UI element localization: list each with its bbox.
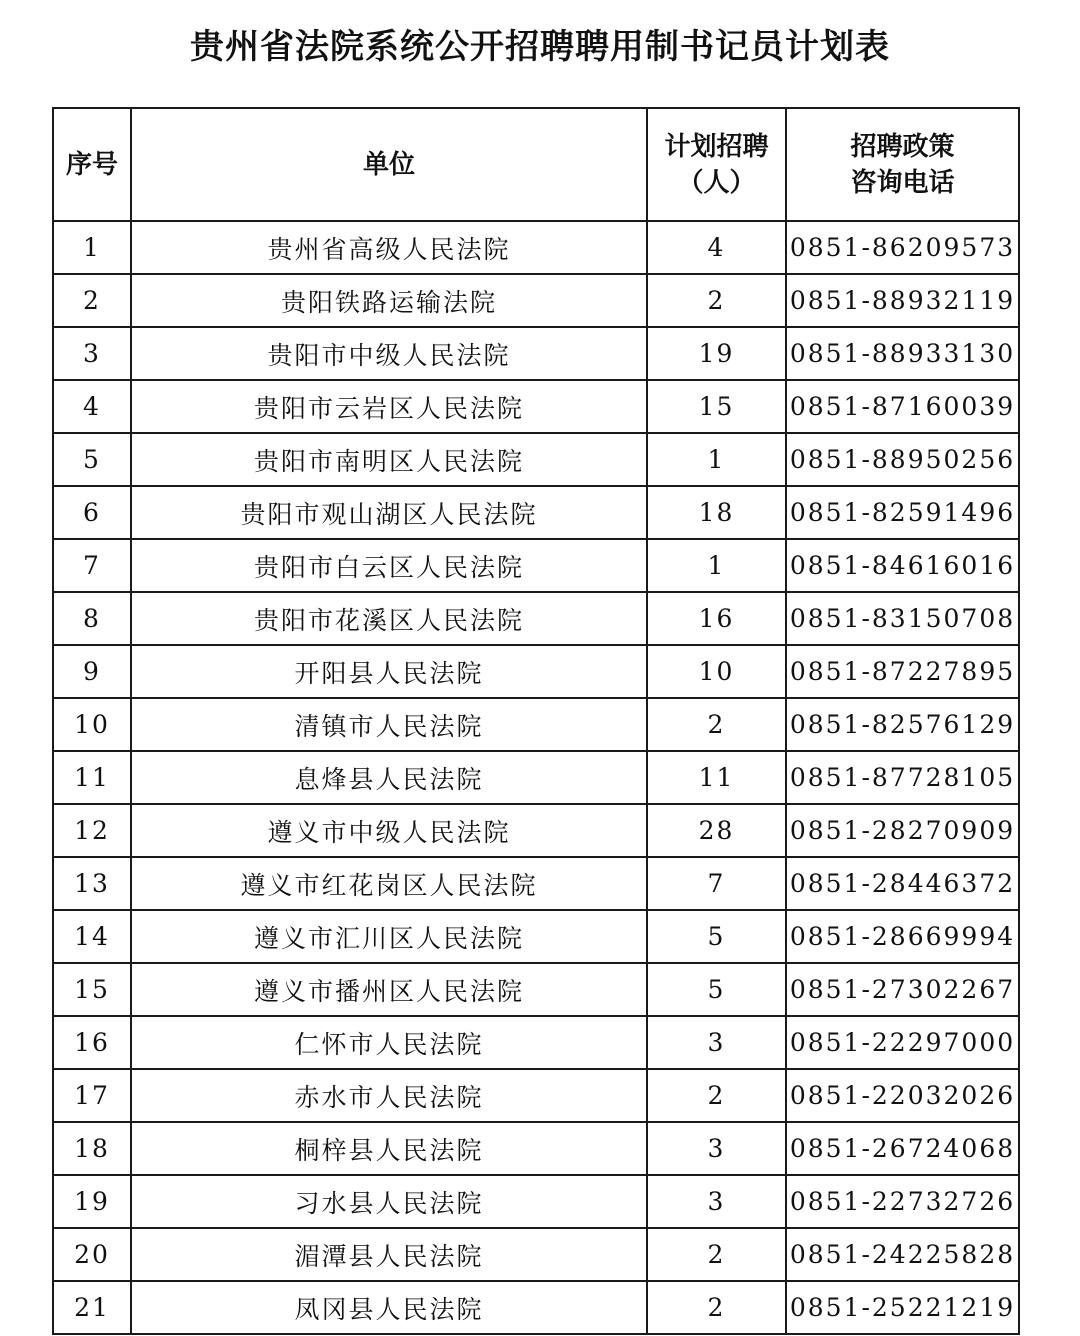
table-row xyxy=(53,592,1019,645)
row-unit-cell: 遵义市播州区人民法院 xyxy=(131,963,647,1016)
row-plan-cell: 10 xyxy=(647,645,786,698)
row-unit-cell: 遵义市中级人民法院 xyxy=(131,804,647,857)
row-phone-cell: 0851-82591496 xyxy=(786,486,1019,539)
row-seq-cell: 16 xyxy=(53,1016,131,1069)
row-seq-cell: 9 xyxy=(53,645,131,698)
row-unit-cell: 贵阳市南明区人民法院 xyxy=(131,433,647,486)
row-plan-cell: 5 xyxy=(647,910,786,963)
row-plan-cell: 15 xyxy=(647,380,786,433)
row-seq-cell: 15 xyxy=(53,963,131,1016)
row-unit-cell: 湄潭县人民法院 xyxy=(131,1228,647,1281)
row-seq-cell: 4 xyxy=(53,380,131,433)
row-plan-cell: 11 xyxy=(647,751,786,804)
table-row xyxy=(53,1175,1019,1228)
row-plan-cell: 28 xyxy=(647,804,786,857)
row-phone-cell: 0851-25221219 xyxy=(786,1281,1019,1334)
table-row xyxy=(53,645,1019,698)
header-plan-line1: 计划招聘 xyxy=(664,131,769,162)
header-contact-line1: 招聘政策 xyxy=(850,131,955,162)
row-unit-cell: 凤冈县人民法院 xyxy=(131,1281,647,1334)
row-unit-cell: 赤水市人民法院 xyxy=(131,1069,647,1122)
table-row xyxy=(53,327,1019,380)
page-title: 贵州省法院系统公开招聘聘用制书记员计划表 xyxy=(190,27,890,67)
row-plan-cell: 3 xyxy=(647,1175,786,1228)
row-seq-cell: 5 xyxy=(53,433,131,486)
recruitment-plan-table xyxy=(52,107,1020,1335)
row-phone-cell: 0851-88950256 xyxy=(786,433,1019,486)
row-phone-cell: 0851-22032026 xyxy=(786,1069,1019,1122)
row-unit-cell: 习水县人民法院 xyxy=(131,1175,647,1228)
row-seq-cell: 18 xyxy=(53,1122,131,1175)
table-row xyxy=(53,857,1019,910)
row-phone-cell: 0851-87160039 xyxy=(786,380,1019,433)
row-unit-cell: 贵阳市观山湖区人民法院 xyxy=(131,486,647,539)
table-row xyxy=(53,1016,1019,1069)
row-plan-cell: 2 xyxy=(647,1281,786,1334)
row-plan-cell: 2 xyxy=(647,698,786,751)
row-phone-cell: 0851-28270909 xyxy=(786,804,1019,857)
row-seq-cell: 19 xyxy=(53,1175,131,1228)
row-unit-cell: 遵义市红花岗区人民法院 xyxy=(131,857,647,910)
table-row xyxy=(53,380,1019,433)
row-phone-cell: 0851-27302267 xyxy=(786,963,1019,1016)
header-contact xyxy=(786,108,1019,221)
table-row xyxy=(53,698,1019,751)
table-row xyxy=(53,963,1019,1016)
row-plan-cell: 1 xyxy=(647,539,786,592)
row-seq-cell: 14 xyxy=(53,910,131,963)
header-contact-line2: 咨询电话 xyxy=(850,167,955,198)
row-plan-cell: 19 xyxy=(647,327,786,380)
table-row xyxy=(53,1069,1019,1122)
table-row xyxy=(53,804,1019,857)
row-unit-cell: 贵阳市中级人民法院 xyxy=(131,327,647,380)
row-phone-cell: 0851-22297000 xyxy=(786,1016,1019,1069)
row-seq-cell: 13 xyxy=(53,857,131,910)
row-unit-cell: 清镇市人民法院 xyxy=(131,698,647,751)
row-seq-cell: 2 xyxy=(53,274,131,327)
header-seq: 序号 xyxy=(53,108,131,221)
row-phone-cell: 0851-84616016 xyxy=(786,539,1019,592)
row-plan-cell: 1 xyxy=(647,433,786,486)
row-unit-cell: 开阳县人民法院 xyxy=(131,645,647,698)
row-plan-cell: 4 xyxy=(647,221,786,274)
header-plan-line2: （人） xyxy=(677,167,756,198)
row-phone-cell: 0851-87227895 xyxy=(786,645,1019,698)
table-row xyxy=(53,433,1019,486)
row-plan-cell: 16 xyxy=(647,592,786,645)
row-unit-cell: 息烽县人民法院 xyxy=(131,751,647,804)
table-row xyxy=(53,274,1019,327)
row-phone-cell: 0851-82576129 xyxy=(786,698,1019,751)
table-row xyxy=(53,221,1019,274)
row-seq-cell: 12 xyxy=(53,804,131,857)
row-seq-cell: 20 xyxy=(53,1228,131,1281)
row-phone-cell: 0851-22732726 xyxy=(786,1175,1019,1228)
row-plan-cell: 3 xyxy=(647,1016,786,1069)
table-row xyxy=(53,539,1019,592)
row-seq-cell: 11 xyxy=(53,751,131,804)
table-row xyxy=(53,1281,1019,1334)
row-seq-cell: 17 xyxy=(53,1069,131,1122)
table-row xyxy=(53,1228,1019,1281)
row-seq-cell: 21 xyxy=(53,1281,131,1334)
row-phone-cell: 0851-86209573 xyxy=(786,221,1019,274)
row-unit-cell: 贵阳铁路运输法院 xyxy=(131,274,647,327)
row-seq-cell: 6 xyxy=(53,486,131,539)
row-seq-cell: 7 xyxy=(53,539,131,592)
header-plan xyxy=(647,108,786,221)
row-phone-cell: 0851-83150708 xyxy=(786,592,1019,645)
row-plan-cell: 7 xyxy=(647,857,786,910)
row-unit-cell: 仁怀市人民法院 xyxy=(131,1016,647,1069)
row-unit-cell: 贵阳市白云区人民法院 xyxy=(131,539,647,592)
row-unit-cell: 贵阳市云岩区人民法院 xyxy=(131,380,647,433)
row-seq-cell: 3 xyxy=(53,327,131,380)
row-seq-cell: 10 xyxy=(53,698,131,751)
row-phone-cell: 0851-87728105 xyxy=(786,751,1019,804)
row-phone-cell: 0851-88932119 xyxy=(786,274,1019,327)
row-phone-cell: 0851-24225828 xyxy=(786,1228,1019,1281)
row-plan-cell: 3 xyxy=(647,1122,786,1175)
row-seq-cell: 8 xyxy=(53,592,131,645)
row-phone-cell: 0851-28446372 xyxy=(786,857,1019,910)
row-plan-cell: 2 xyxy=(647,1069,786,1122)
row-phone-cell: 0851-28669994 xyxy=(786,910,1019,963)
row-unit-cell: 贵阳市花溪区人民法院 xyxy=(131,592,647,645)
row-unit-cell: 贵州省高级人民法院 xyxy=(131,221,647,274)
table-row xyxy=(53,486,1019,539)
row-unit-cell: 桐梓县人民法院 xyxy=(131,1122,647,1175)
row-phone-cell: 0851-26724068 xyxy=(786,1122,1019,1175)
header-row xyxy=(53,108,1019,221)
row-plan-cell: 18 xyxy=(647,486,786,539)
table-row xyxy=(53,1122,1019,1175)
row-plan-cell: 5 xyxy=(647,963,786,1016)
header-unit: 单位 xyxy=(131,108,647,221)
row-phone-cell: 0851-88933130 xyxy=(786,327,1019,380)
row-plan-cell: 2 xyxy=(647,274,786,327)
table-row xyxy=(53,910,1019,963)
row-plan-cell: 2 xyxy=(647,1228,786,1281)
row-unit-cell: 遵义市汇川区人民法院 xyxy=(131,910,647,963)
table-row xyxy=(53,751,1019,804)
row-seq-cell: 1 xyxy=(53,221,131,274)
